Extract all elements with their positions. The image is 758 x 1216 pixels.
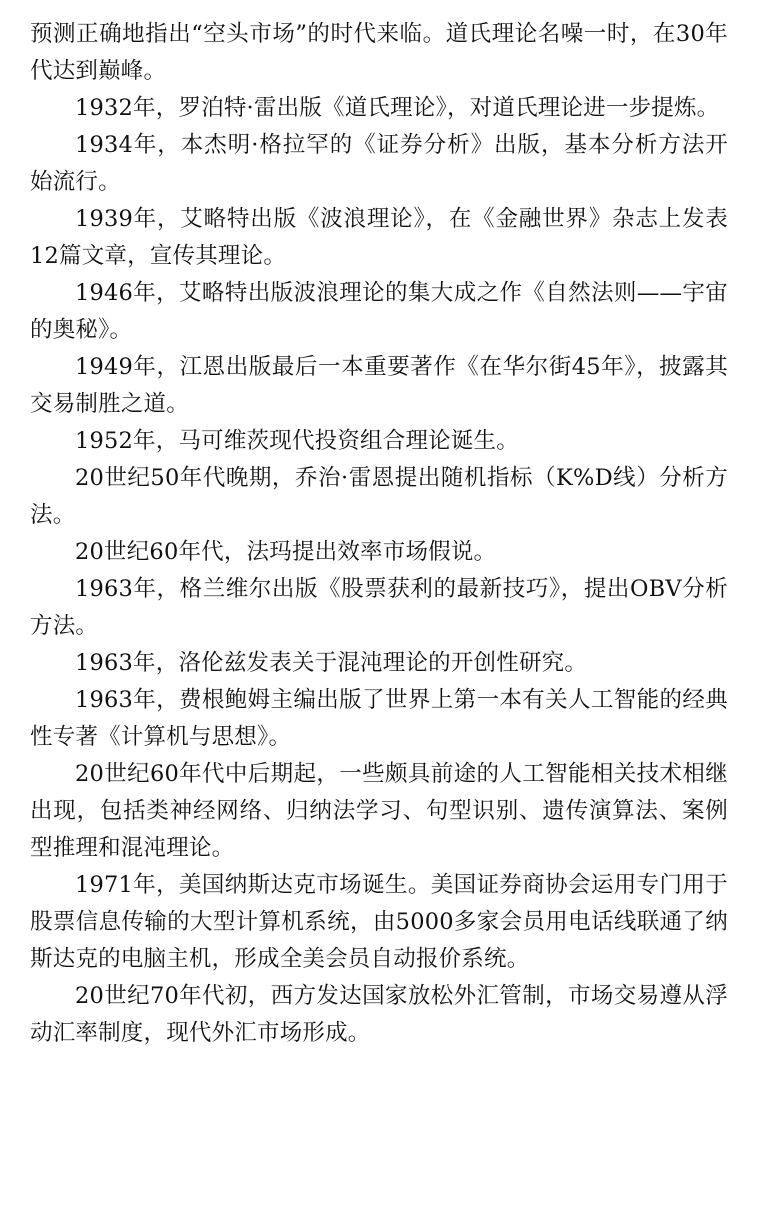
paragraph-1960s: 20世纪60年代，法玛提出效率市场假说。 [75,539,497,565]
paragraph-1963-lorenz: 1963年，洛伦兹发表关于混沌理论的开创性研究。 [75,650,588,676]
paragraph-1949: 1949年，江恩出版最后一本重要著作《在华尔街45年》，披露其交易制胜之道。 [30,354,728,417]
paragraph-1971: 1971年，美国纳斯达克市场诞生。美国证券商协会运用专门用于股票信息传输的大型计算机系统，由5000多家会员用电话线联通了纳斯达克的电脑主机，形成全美会员自动报价系统。 [30,872,728,972]
paragraph-1952: 1952年，马可维茨现代投资组合理论诞生。 [75,428,519,454]
paragraph-1963-feigenbaum: 1963年，费根鲍姆主编出版了世界上第一本有关人工智能的经典性专著《计算机与思想》。 [30,687,728,750]
paragraph-continuation: 预测正确地指出“空头市场”的时代来临。道氏理论名噪一时，在30年代达到巅峰。 [30,21,728,84]
paragraph-1970s: 20世纪70年代初，西方发达国家放松外汇管制，市场交易遵从浮动汇率制度，现代外汇市场形成。 [30,983,728,1046]
paragraph-1932: 1932年，罗泊特·雷出版《道氏理论》，对道氏理论进一步提炼。 [75,95,720,121]
document-page [30,16,728,1052]
paragraph-1960s-ai: 20世纪60年代中后期起，一些颇具前途的人工智能相关技术相继出现，包括类神经网络、归纳法学习、句型识别、遗传演算法、案例型推理和混沌理论。 [30,761,728,861]
paragraph-1946: 1946年，艾略特出版波浪理论的集大成之作《自然法则——宇宙的奥秘》。 [30,280,728,343]
paragraph-1939: 1939年，艾略特出版《波浪理论》，在《金融世界》杂志上发表12篇文章，宣传其理论。 [30,206,728,269]
paragraph-1934: 1934年，本杰明·格拉罕的《证券分析》出版，基本分析方法开始流行。 [30,132,728,195]
paragraph-1950s: 20世纪50年代晚期，乔治·雷恩提出随机指标（K%D线）分析方法。 [30,465,728,528]
paragraph-1963-granville: 1963年，格兰维尔出版《股票获利的最新技巧》，提出OBV分析方法。 [30,576,728,639]
